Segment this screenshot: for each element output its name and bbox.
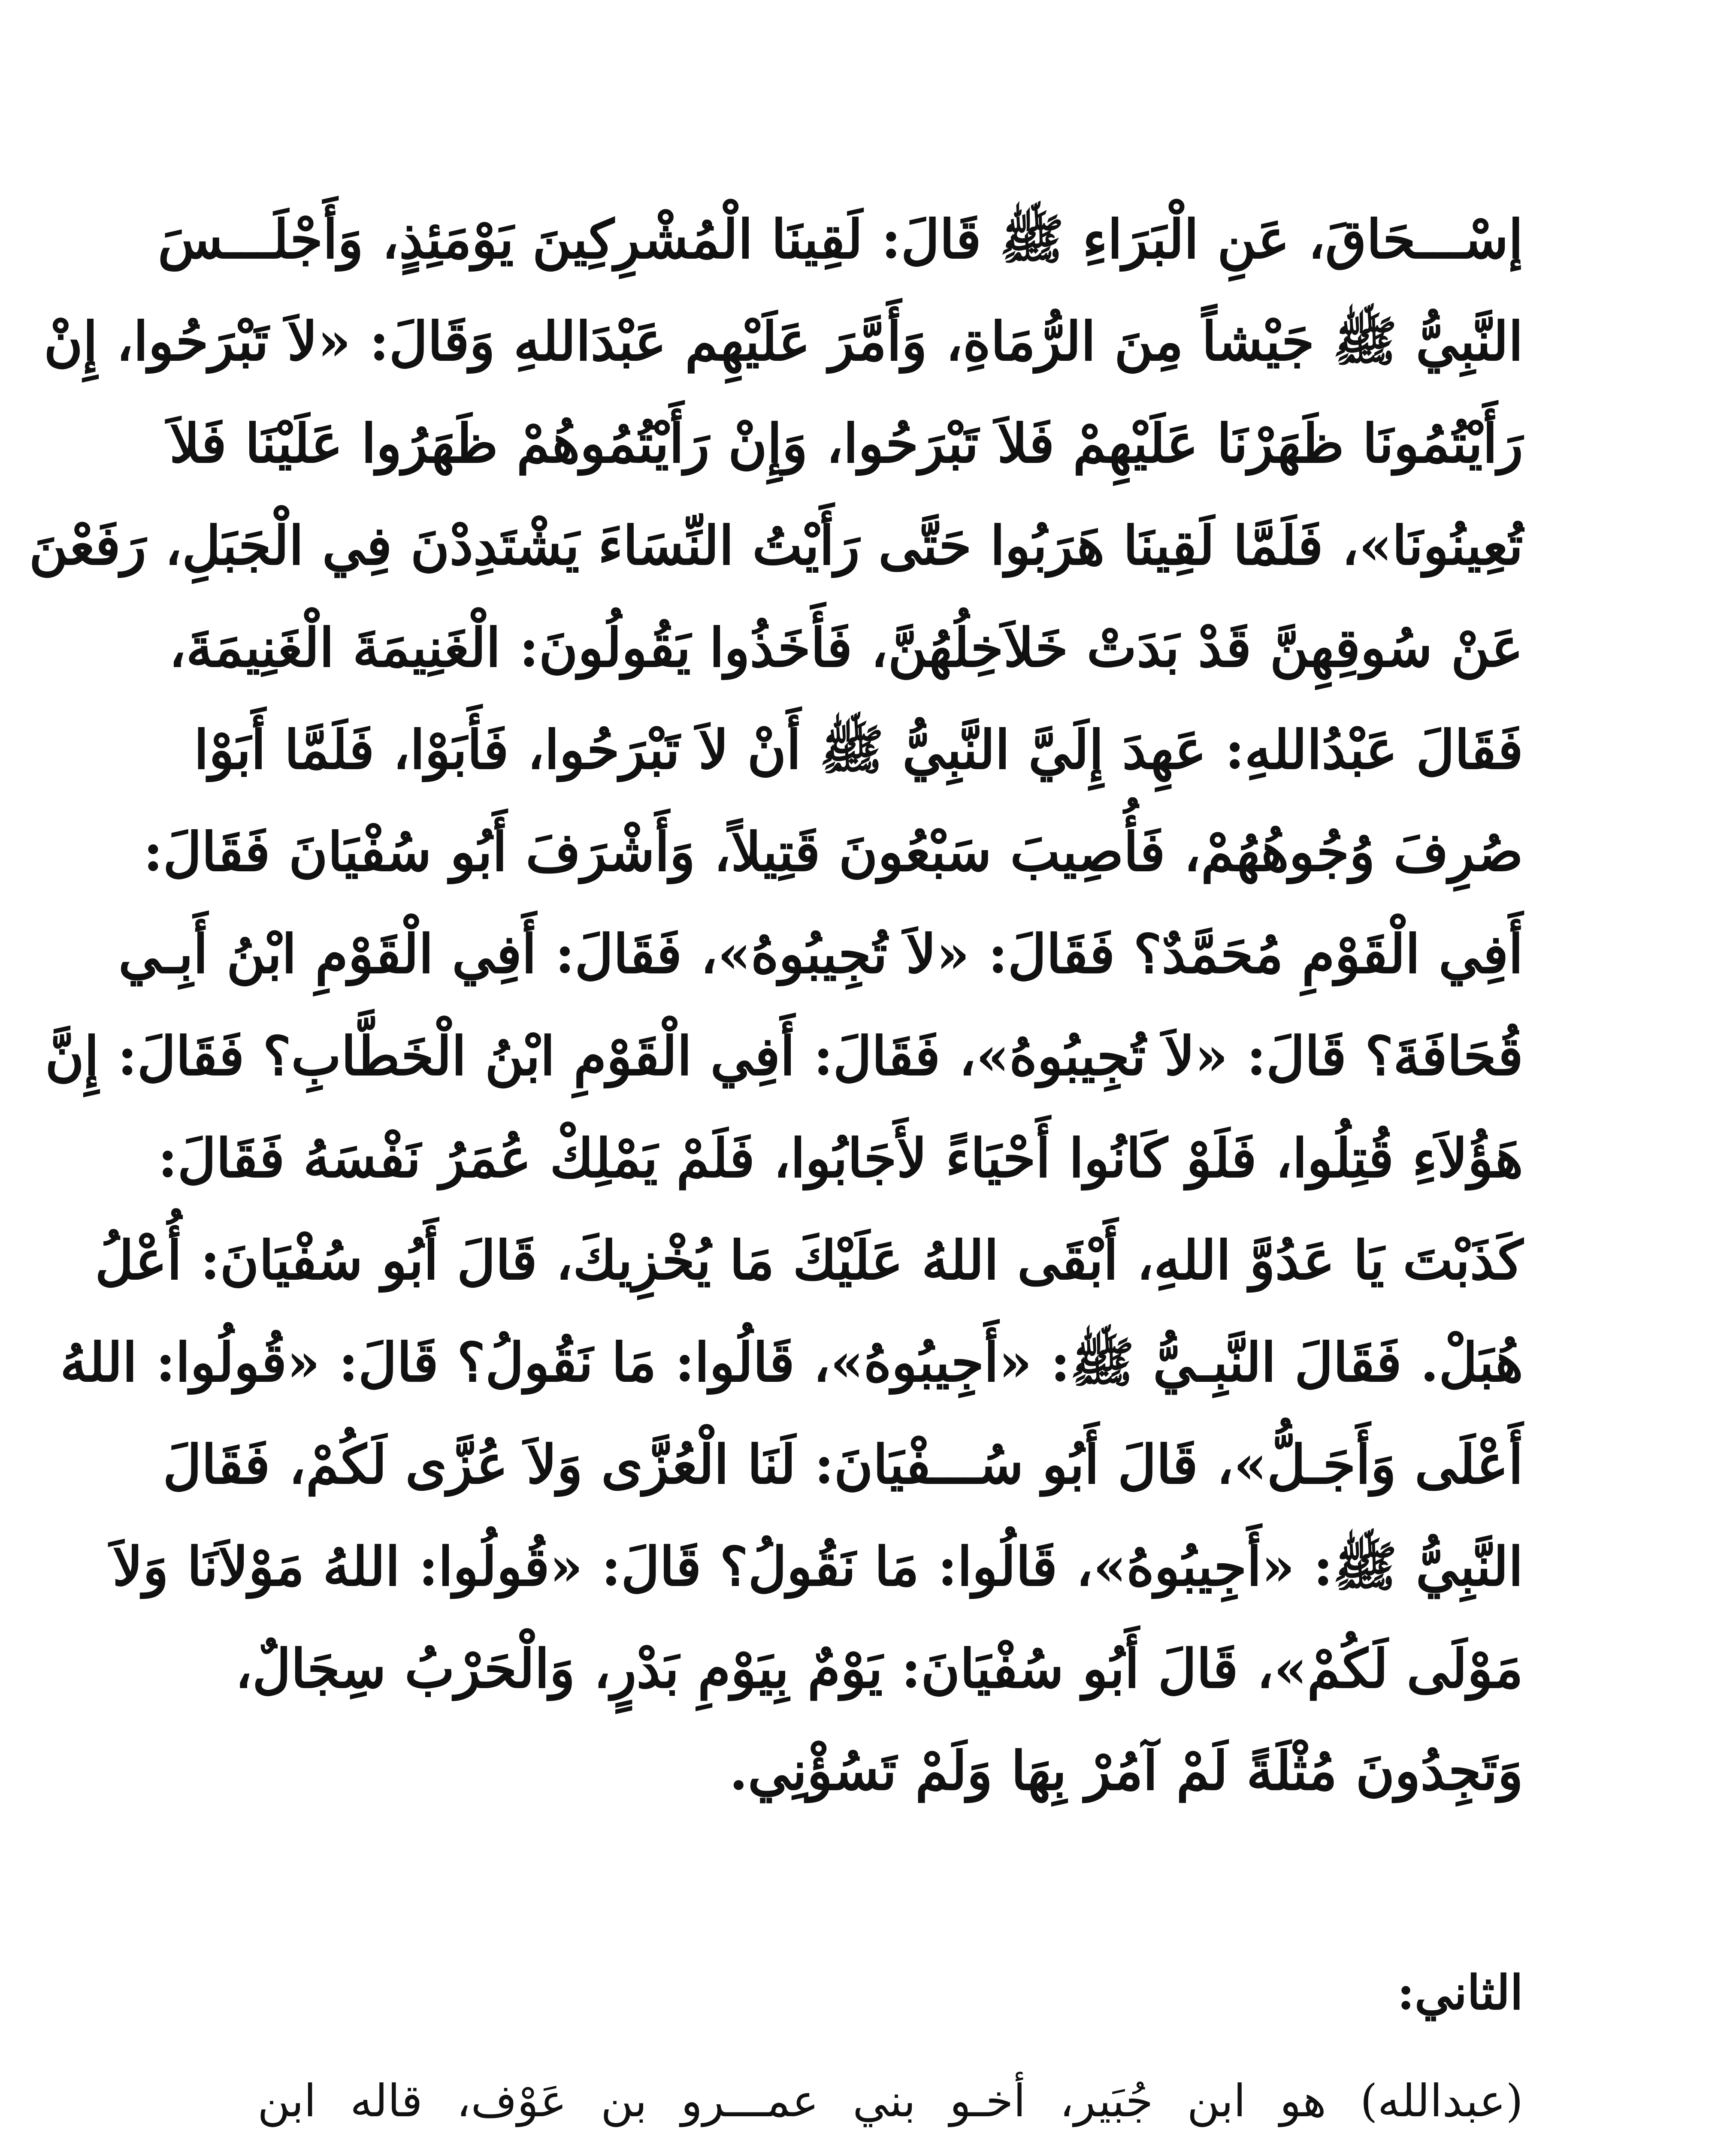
text-line: أَفِي الْقَوْمِ مُحَمَّدٌ؟ فَقَالَ: «لاَ تُجِيبُوهُ»، فَقَالَ: أَفِي الْقَوْمِ ابْنُ أَبِـي [118, 923, 1523, 985]
text-line: تُعِينُونَا»، فَلَمَّا لَقِينَا هَرَبُوا حَتَّى رَأَيْتُ النِّسَاءَ يَشْتَدِدْنَ فِي الْجَبَلِ، رَفَعْنَ [29, 515, 1523, 577]
text-line: هُبَلْ. فَقَالَ النَّبِـيُّ ﷺ: «أَجِيبُوهُ»، قَالُوا: مَا نَقُولُ؟ قَالَ: «قُولُوا: اللهُ [60, 1332, 1523, 1394]
text-line: أَعْلَى وَأَجَـلُّ»، قَالَ أَبُو سُـــفْيَانَ: لَنَا الْعُزَّى وَلاَ عُزَّى لَكُمْ، فَقَالَ [163, 1434, 1523, 1496]
text-line: وَتَجِدُونَ مُثْلَةً لَمْ آمُرْ بِهَا وَلَمْ تَسُؤْنِي. [729, 1740, 1523, 1802]
note-text-block [257, 2055, 1523, 2145]
text-line: عَنْ سُوقِهِنَّ قَدْ بَدَتْ خَلاَخِلُهُنَّ، فَأَخَذُوا يَقُولُونَ: الْغَنِيمَةَ الْغَنِيمَةَ، [169, 617, 1523, 679]
hadith-text-block [29, 189, 1523, 1822]
text-line: مَوْلَى لَكُمْ»، قَالَ أَبُو سُفْيَانَ: يَوْمٌ بِيَوْمِ بَدْرٍ، وَالْحَرْبُ سِجَالٌ، [235, 1638, 1523, 1700]
text-line: النَّبِيُّ ﷺ: «أَجِيبُوهُ»، قَالُوا: مَا نَقُولُ؟ قَالَ: «قُولُوا: اللهُ مَوْلاَنَا وَلاَ [112, 1536, 1523, 1598]
text-line: قُحَافَةَ؟ قَالَ: «لاَ تُجِيبُوهُ»، فَقَالَ: أَفِي الْقَوْمِ ابْنُ الْخَطَّابِ؟ فَقَالَ: إِنَّ [45, 1025, 1523, 1088]
note-line: (عبدالله) هو ابن جُبَير، أخـو بني عمـــرو بن عَوْف، قاله ابن [257, 2075, 1523, 2127]
text-line: إسْـــحَاقَ، عَنِ الْبَرَاءِ ﷺ قَالَ: لَقِينَا الْمُشْرِكِينَ يَوْمَئِذٍ، وَأَجْلَـــسَ [157, 208, 1523, 271]
text-line: هَؤُلاَءِ قُتِلُوا، فَلَوْ كَانُوا أَحْيَاءً لأَجَابُوا، فَلَمْ يَمْلِكْ عُمَرُ نَفْسَهُ فَقَالَ: [157, 1127, 1523, 1190]
section-heading: الثاني: [1397, 1965, 1523, 2020]
text-line: صُرِفَ وُجُوهُهُمْ، فَأُصِيبَ سَبْعُونَ قَتِيلاً، وَأَشْرَفَ أَبُو سُفْيَانَ فَقَالَ: [143, 821, 1523, 883]
text-line: رَأَيْتُمُونَا ظَهَرْنَا عَلَيْهِمْ فَلاَ تَبْرَحُوا، وَإِنْ رَأَيْتُمُوهُمْ ظَهَرُوا عَلَيْنَا فَلاَ [169, 413, 1523, 475]
text-line: فَقَالَ عَبْدُاللهِ: عَهِدَ إِلَيَّ النَّبِيُّ ﷺ أَنْ لاَ تَبْرَحُوا، فَأَبَوْا، فَلَمَّا أَبَوْا [194, 719, 1523, 781]
text-line: كَذَبْتَ يَا عَدُوَّ اللهِ، أَبْقَى اللهُ عَلَيْكَ مَا يُخْزِيكَ، قَالَ أَبُو سُفْيَانَ: أُعْلُ [95, 1230, 1523, 1292]
text-line: النَّبِيُّ ﷺ جَيْشاً مِنَ الرُّمَاةِ، وَأَمَّرَ عَلَيْهِم عَبْدَاللهِ وَقَالَ: «لاَ تَبْرَحُوا، إِنْ [44, 311, 1523, 373]
